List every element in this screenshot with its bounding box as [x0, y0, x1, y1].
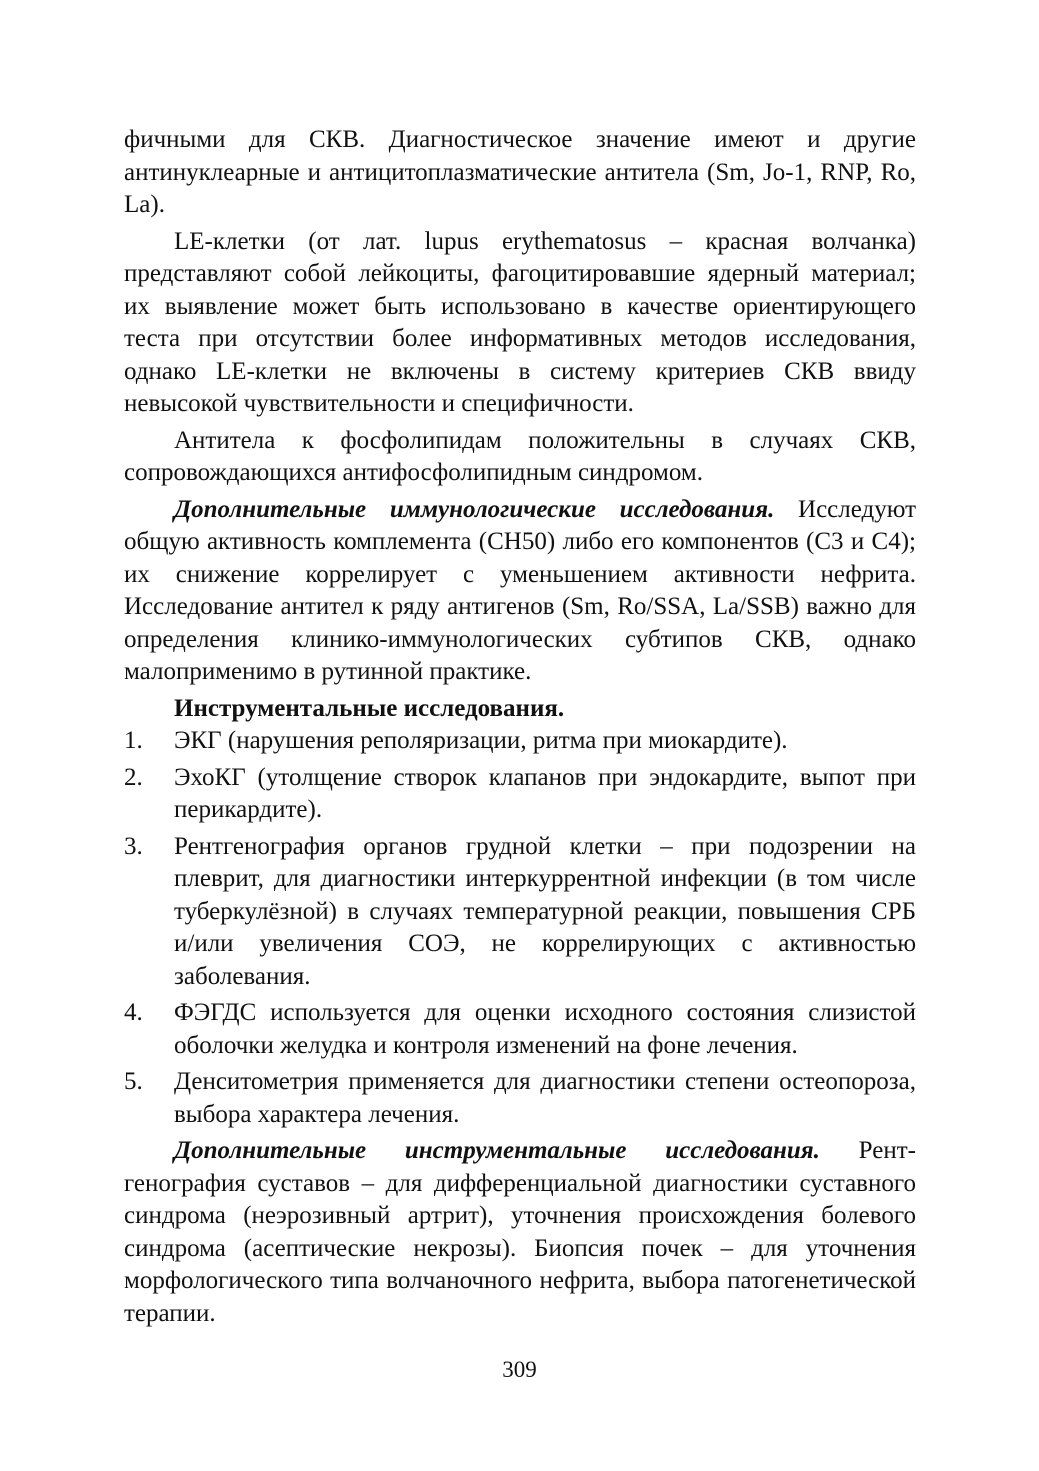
- list-item: [124, 831, 916, 994]
- list-item-text: ФЭГДС используется для оценки исходного состояния слизистой оболочки желудка и контроля изменений на фоне лечения.: [174, 999, 916, 1059]
- list-item-number: 1.: [124, 727, 143, 754]
- list-item-text: Денситометрия применяется для диагностики степени остеопороза, выбора характера лечения.: [174, 1068, 916, 1128]
- paragraph-text-instrumental: Рентгенография суставов – для дифференциальной диагностики суставного синдрома (неэрозивный артрит), уточнения происхождения болевого синдрома (асептические некрозы). Биопсия почек – для уточнения морфологического типа волчаночного нефрита, выбора патогенетической терапии.: [124, 1137, 916, 1327]
- list-item: [124, 762, 916, 827]
- section-heading-instrumental: Инструментальные исследования.: [174, 694, 565, 722]
- list-item-number: 5.: [124, 1068, 143, 1095]
- list-item-number: 2.: [124, 763, 143, 791]
- list-item-text: ЭхоКГ (утолщение створок клапанов при эндокардите, выпот при перикардите).: [174, 763, 916, 823]
- paragraph-lead-immunology: Дополнительные иммунологические исследования.: [174, 495, 775, 523]
- list-item-number: 3.: [124, 832, 143, 860]
- paragraph-le-cells: LE-клетки (от лат. lupus erythematosus – красная волчанка) представляют собой лейкоциты, фагоцитировавшие ядерный материал; их выявление может быть использовано в качестве ориентирующего теста при отсутствии более информативных методов исследования, однако LE-клетки не включены в систему критериев СКВ ввиду невысокой чувствительности и специфичности.: [124, 227, 916, 417]
- paragraph-additional-immunology: [124, 494, 916, 689]
- paragraph-lead-instrumental: Дополнительные инструментальные исследования.: [174, 1137, 820, 1164]
- instrumental-list: [124, 725, 916, 1131]
- list-item-text: ЭКГ (нарушения реполяризации, ритма при миокардите).: [174, 727, 788, 754]
- page-number: 309: [502, 1357, 537, 1382]
- paragraph-phospholipid-antibodies: Антитела к фосфолипидам положительны в случаях СКВ, сопровождающихся антифосфолипидным синдромом.: [124, 426, 916, 486]
- paragraph-text-immunology: Исследуют общую активность комплемента (CH50) либо его компонентов (C3 и C4); их снижение коррелирует с уменьшением активности нефрита. Исследование антител к ряду антигенов (Sm, Ro/SSA, La/SSB) важно для определения клинико-иммунологических субтипов СКВ, однако малоприменимо в рутинной практике.: [124, 495, 917, 685]
- list-item: [124, 1066, 916, 1131]
- list-item: [124, 725, 916, 758]
- paragraph-additional-instrumental: [124, 1135, 916, 1330]
- list-item-text: Рентгенография органов грудной клетки – при подозрении на плеврит, для диагностики интеркуррентной инфекции (в том числе туберкулёзной) в случаях температурной реакции, повышения СРБ и/или увеличения СОЭ, не коррелирующих с активностью заболевания.: [174, 832, 916, 990]
- page-body: [124, 124, 916, 1334]
- list-item: [124, 997, 916, 1062]
- list-item-number: 4.: [124, 999, 143, 1026]
- paragraph-antibodies: фичными для СКВ. Диагностическое значение имеют и другие антинуклеарные и антицитоплазматические антитела (Sm, Jo-1, RNP, Ro, La).: [124, 126, 916, 218]
